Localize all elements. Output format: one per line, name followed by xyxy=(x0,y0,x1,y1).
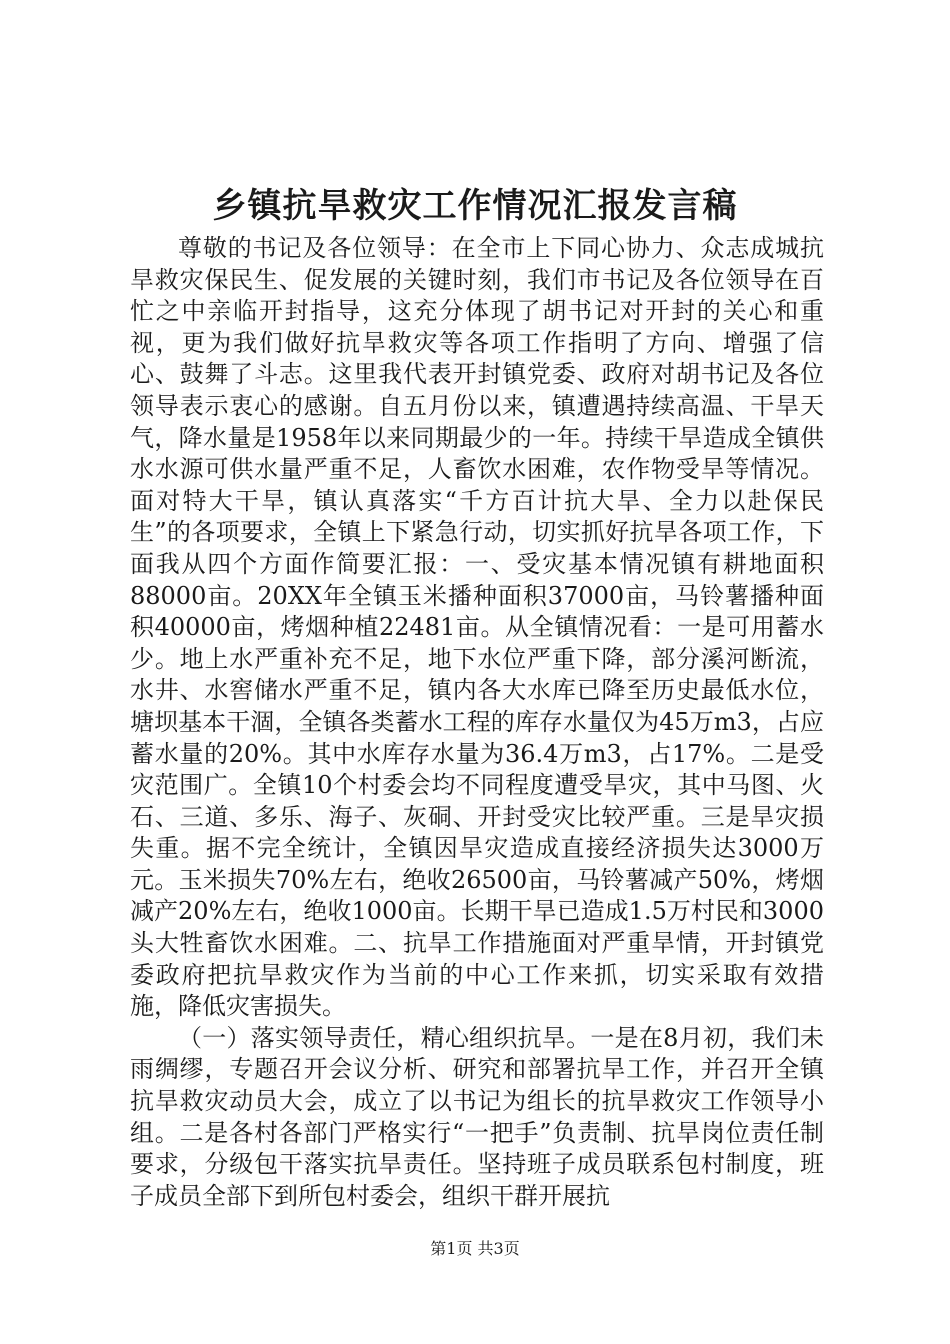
page-number-footer: 第1页 共3页 xyxy=(430,1239,520,1258)
paragraph-1: 尊敬的书记及各位领导：在全市上下同心协力、众志成城抗旱救灾保民生、促发展的关键时刻，我们市书记及各位领导在百忙之中亲临开封指导，这充分体现了胡书记对开封的关心和重视，更为我们做好抗旱救灾等各项工作指明了方向、增强了信心、鼓舞了斗志。这里我代表开封镇党委、政府对胡书记及各位领导表示衷心的感谢。自五月份以来，镇遭遇持续高温、干旱天气，降水量是1958年以来同期最少的一年。持续干旱造成全镇供水水源可供水量严重不足，人畜饮水困难，农作物受旱等情况。面对特大干旱，镇认真落实“千方百计抗大旱、全力以赴保民生”的各项要求，全镇上下紧急行动，切实抓好抗旱各项工作，下面我从四个方面作简要汇报：一、受灾基本情况镇有耕地面积88000亩。20XX年全镇玉米播种面积37000亩，马铃薯播种面积40000亩，烤烟种植22481亩。从全镇情况看：一是可用蓄水少。地上水严重补充不足，地下水位严重下降，部分溪河断流，水井、水窖储水严重不足，镇内各大水库已降至历史最低水位，塘坝基本干涸，全镇各类蓄水工程的库存水量仅为45万m3，占应蓄水量的20%。其中水库存水量为36.4万m3，占17%。二是受灾范围广。全镇10个村委会均不同程度遭受旱灾，其中马图、火石、三道、多乐、海子、灰硐、开封受灾比较严重。三是旱灾损失重。据不完全统计，全镇因旱灾造成直接经济损失达3000万元。玉米损失70%左右，绝收26500亩，马铃薯减产50%，烤烟减产20%左右，绝收1000亩。长期干旱已造成1.5万村民和3000头大牲畜饮水困难。二、抗旱工作措施面对严重旱情，开封镇党委政府把抗旱救灾作为当前的中心工作来抓，切实采取有效措施，降低灾害损失。 xyxy=(130,234,824,1021)
document-body xyxy=(130,233,824,1212)
paragraph-2: （一）落实领导责任，精心组织抗旱。一是在8月初，我们未雨绸缪，专题召开会议分析、研究和部署抗旱工作，并召开全镇抗旱救灾动员大会，成立了以书记为组长的抗旱救灾工作领导小组。二是各村各部门严格实行“一把手”负责制、抗旱岗位责任制要求，分级包干落实抗旱责任。坚持班子成员联系包村制度，班子成员全部下到所包村委会，组织干群开展抗 xyxy=(130,1023,824,1210)
document-title: 乡镇抗旱救灾工作情况汇报发言稿 xyxy=(212,186,738,226)
